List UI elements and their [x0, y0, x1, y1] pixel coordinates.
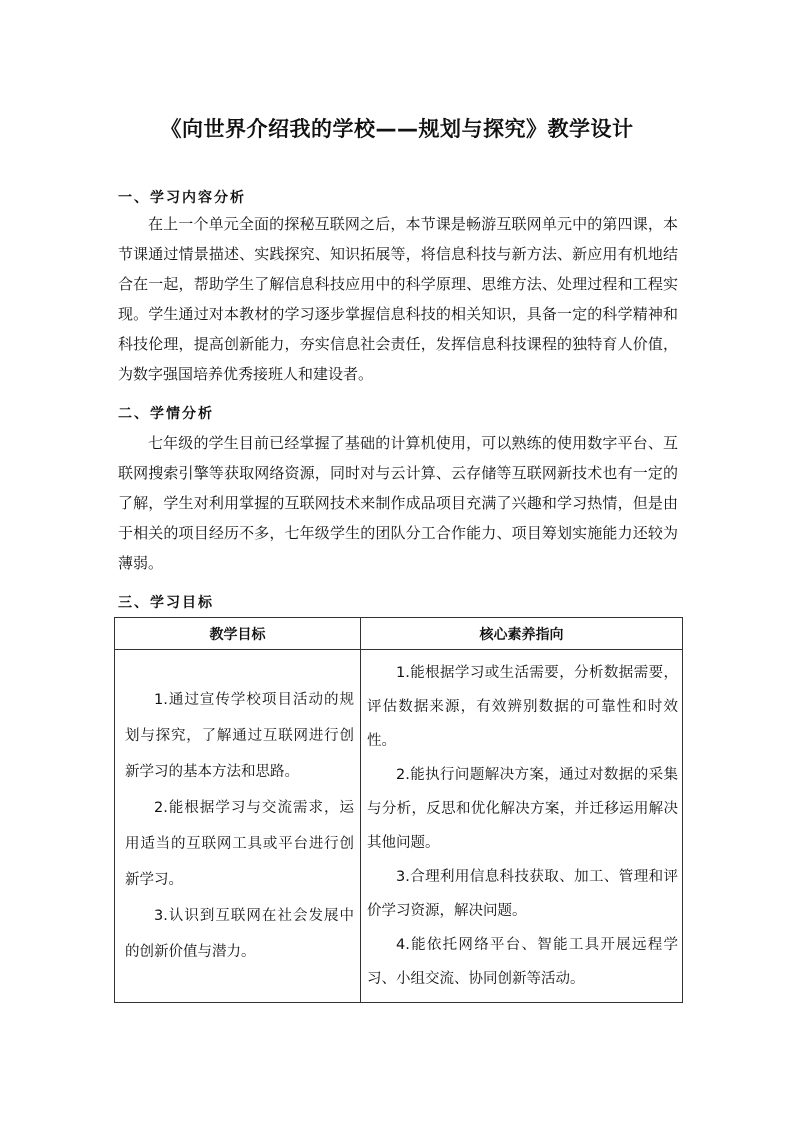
document-title: 《向世界介绍我的学校——规划与探究》教学设计: [160, 117, 634, 141]
header-core-literacy: 核心素养指向: [361, 618, 683, 650]
header-teaching-goals: 教学目标: [115, 618, 361, 650]
table-row: [115, 650, 683, 1003]
paragraph-content-analysis: 在上一个单元全面的探秘互联网之后，本节课是畅游互联网单元中的第四课，本节课通过情景描述、实践探究、知识拓展等，将信息科技与新方法、新应用有机地结合在一起，帮助学生了解信息科技应用中的科学原理、思维方法、处理过程和工程实现。学生通过对本教材的学习逐步掌握信息科技的相关知识，具备一定的科学精神和科技伦理，提高创新能力，夯实信息社会责任，发挥信息科技课程的独特育人价值，为数字强国培养优秀接班人和建设者。: [118, 215, 678, 383]
teaching-goal-item: 1.通过宣传学校项目活动的规划与探究，了解通过互联网进行创新学习的基本方法和思路。: [125, 692, 354, 780]
core-literacy-cell: [361, 650, 683, 1003]
section-heading-learner-analysis: 二、学情分析: [118, 406, 214, 422]
core-literacy-item: 2.能执行问题解决方案，通过对数据的采集与分析，反思和优化解决方案，并迁移运用解决其他问题。: [367, 767, 678, 851]
core-literacy-item: 1.能根据学习或生活需要，分析数据需要，评估数据来源，有效辨别数据的可靠性和时效性。: [367, 665, 678, 749]
section-heading-learning-goals: 三、学习目标: [118, 595, 214, 611]
section-heading-content-analysis: 一、学习内容分析: [118, 190, 246, 206]
table-header-row: [115, 618, 683, 650]
core-literacy-item: 4.能依托网络平台、智能工具开展远程学习、小组交流、协同创新等活动。: [367, 937, 678, 987]
teaching-goals-cell: [115, 650, 361, 1003]
teaching-goal-item: 3.认识到互联网在社会发展中的创新价值与潜力。: [125, 908, 354, 960]
learning-goals-table: [114, 617, 683, 1003]
paragraph-learner-analysis: 七年级的学生目前已经掌握了基础的计算机使用，可以熟练的使用数字平台、互联网搜索引擎等获取网络资源，同时对与云计算、云存储等互联网新技术也有一定的了解，学生对利用掌握的互联网技术来制作成品项目充满了兴趣和学习热情，但是由于相关的项目经历不多，七年级学生的团队分工合作能力、项目筹划实施能力还较为薄弱。: [118, 434, 678, 572]
core-literacy-item: 3.合理利用信息科技获取、加工、管理和评价学习资源，解决问题。: [367, 869, 678, 919]
teaching-goal-item: 2.能根据学习与交流需求，运用适当的互联网工具或平台进行创新学习。: [125, 800, 354, 888]
